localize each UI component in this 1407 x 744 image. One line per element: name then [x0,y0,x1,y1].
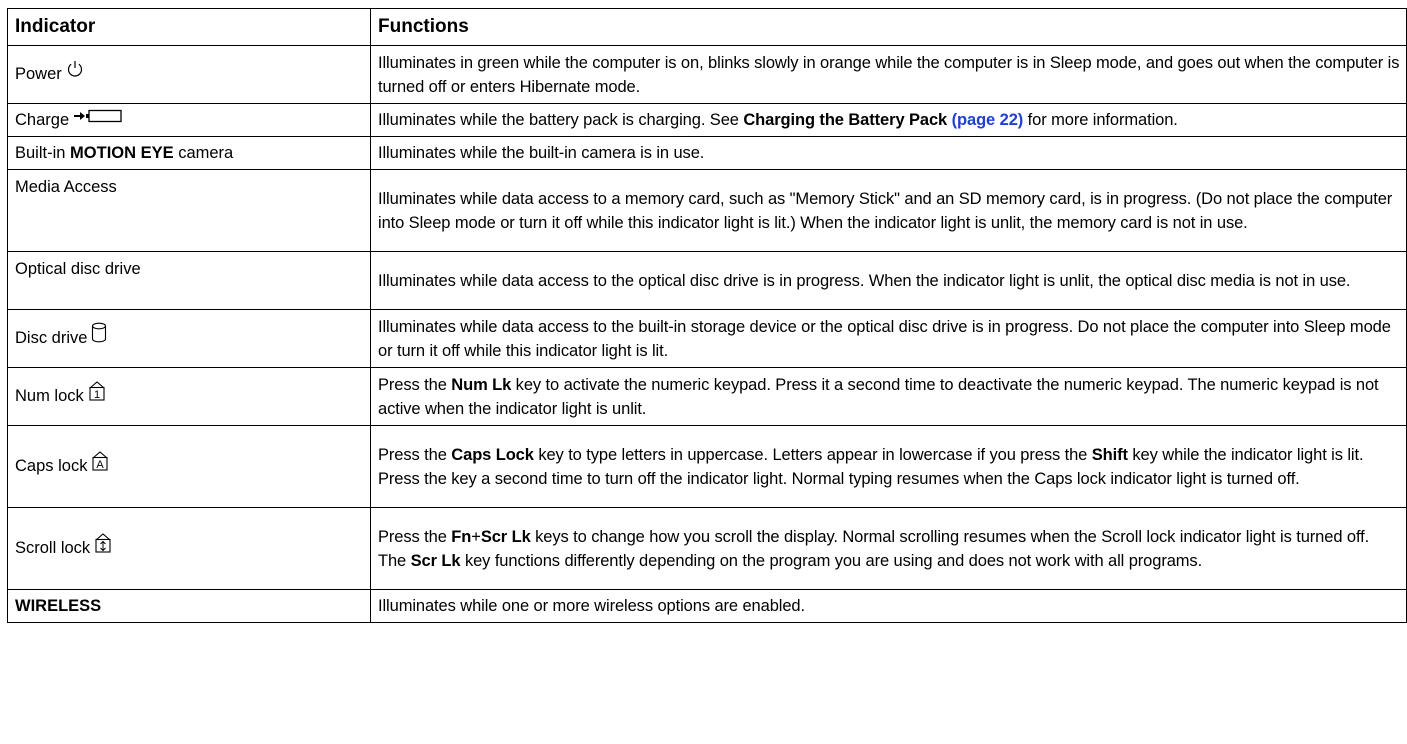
indicator-bold-label: MOTION EYE [70,144,174,162]
table-row [8,426,1407,508]
function-bold-text: Charging the Battery Pack [743,111,948,129]
table-row [8,137,1407,170]
function-text: key to activate the numeric keypad. Press it a second time to deactivate the numeric keypad. The numeric keypad is not active when the indicator light is unlit. [378,375,1379,418]
indicator-cell: Media Access [8,170,371,252]
indicator-cell: Optical disc drive [8,252,371,310]
function-text: for more information. [1023,111,1178,129]
function-cell: Illuminates while one or more wireless options are enabled. [371,590,1407,623]
table-row [8,590,1407,623]
function-text: key while the indicator light is lit. Press the key a second time to turn off the indicator light. Normal typing resumes when the Caps lock indicator light is turned off. [378,445,1364,488]
plus-sign: + [471,527,481,546]
power-icon [66,60,84,85]
function-text: Illuminates while the battery pack is charging. See [378,111,744,129]
function-text: Press the [378,445,452,464]
battery-charge-icon [73,106,123,130]
function-cell [371,368,1407,426]
header-indicator: Indicator [8,9,371,46]
function-cell: Illuminates in green while the computer is on, blinks slowly in orange while the computer is in Sleep mode, and goes out when the computer is turned off or enters Hibernate mode. [371,46,1407,104]
indicator-cell [8,46,371,104]
indicator-label: Disc drive [15,328,88,347]
indicator-label: Num lock [15,386,84,405]
function-cell: Illuminates while data access to a memory card, such as "Memory Stick" and an SD memory card, is in progress. (Do not place the computer into Sleep mode or turn it off while this indicator light is lit.) When the indicator light is unlit, the memory card is not in use. [371,170,1407,252]
disc-drive-icon [91,322,107,351]
indicator-label: Scroll lock [15,538,91,557]
svg-text:A: A [96,459,105,471]
page-22-link[interactable]: (page 22) [951,111,1024,129]
caps-lock-key: Caps Lock [451,445,534,464]
function-text: key to type letters in uppercase. Letters appear in lowercase if you press the [533,445,1092,464]
scroll-lock-icon [94,533,112,560]
scr-lk-key: Scr Lk [410,551,461,570]
function-text: Press the [378,375,452,394]
indicator-cell [8,310,371,368]
function-cell: Illuminates while data access to the built-in storage device or the optical disc drive is in progress. Do not place the computer into Sleep mode or turn it off while this indicator light is lit. [371,310,1407,368]
indicator-label: Caps lock [15,456,88,475]
function-text: Press the [378,527,452,546]
indicator-label: Built-in [15,144,71,162]
scr-lk-key: Scr Lk [480,527,531,546]
indicator-cell [8,508,371,590]
function-cell [371,426,1407,508]
header-functions: Functions [371,9,1407,46]
table-row [8,368,1407,426]
indicator-cell [8,426,371,508]
svg-text:1: 1 [93,389,100,401]
table-row [8,310,1407,368]
table-header-row [8,9,1407,46]
table-row [8,508,1407,590]
table-row [8,46,1407,104]
num-lk-key: Num Lk [451,375,512,394]
indicator-cell [8,104,371,137]
num-lock-icon [88,381,106,408]
shift-key: Shift [1091,445,1128,464]
indicator-cell [8,137,371,170]
table-row [8,252,1407,310]
function-cell [371,508,1407,590]
fn-key: Fn [451,527,472,546]
function-text: key functions differently depending on the program you are using and does not work with all programs. [460,551,1203,570]
table-row [8,170,1407,252]
indicator-label: Power [15,64,62,83]
table-row [8,104,1407,137]
caps-lock-icon [91,451,109,478]
function-cell: Illuminates while data access to the optical disc drive is in progress. When the indicator light is unlit, the optical disc media is not in use. [371,252,1407,310]
indicator-table [7,8,1407,623]
function-cell [371,104,1407,137]
function-cell: Illuminates while the built-in camera is in use. [371,137,1407,170]
indicator-label: camera [173,144,234,162]
indicator-cell: WIRELESS [8,590,371,623]
function-text: keys to change how you scroll the display. Normal scrolling resumes when the Scroll lock indicator light is turned off. The [378,527,1370,570]
indicator-cell [8,368,371,426]
indicator-label: Charge [15,110,70,129]
